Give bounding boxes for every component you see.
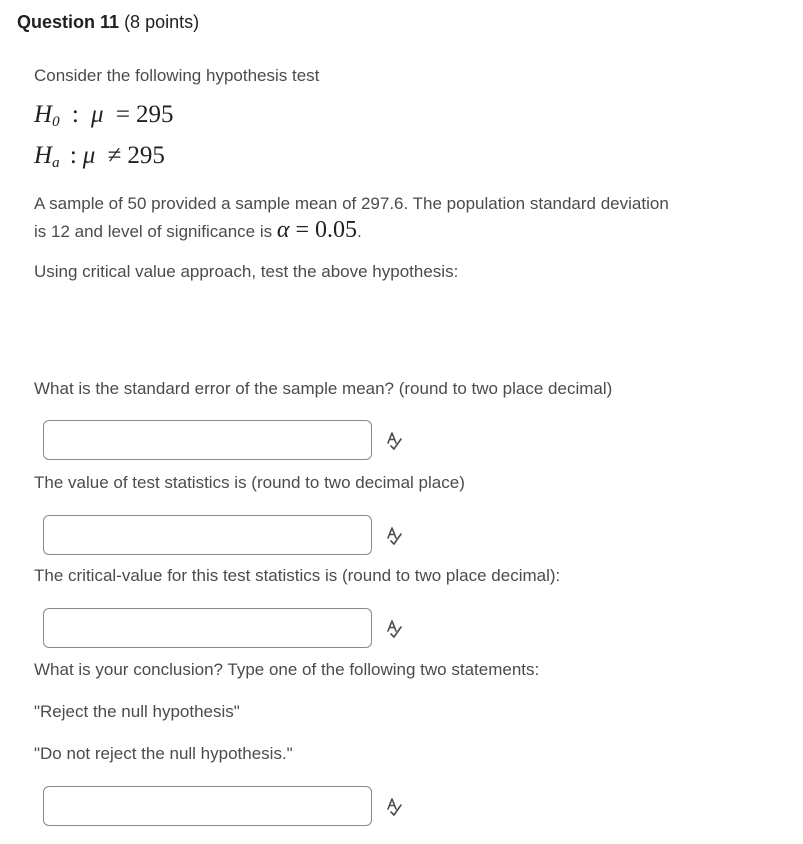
conclusion-input[interactable] — [43, 786, 372, 826]
question-title: Question 11 — [17, 12, 120, 32]
spellcheck-icon[interactable] — [384, 618, 406, 640]
spellcheck-icon[interactable] — [384, 796, 406, 818]
option-reject: "Reject the null hypothesis" — [34, 702, 240, 721]
spellcheck-icon[interactable] — [384, 525, 406, 547]
part-1-prompt: What is the standard error of the sample mean? (round to two place decimal) — [34, 379, 613, 398]
alpha-expression: α = 0.05 — [276, 217, 358, 243]
problem-line-2: is 12 and level of significance is α = 0.05. — [34, 217, 362, 243]
option-not-reject: "Do not reject the null hypothesis." — [34, 744, 293, 763]
part-3-prompt: The critical-value for this test statistics is (round to two place decimal): — [34, 566, 561, 585]
test-statistic-input[interactable] — [43, 515, 372, 555]
part-2-prompt: The value of test statistics is (round to two decimal place) — [34, 473, 465, 492]
question-header — [17, 12, 199, 33]
instruction-text: Using critical value approach, test the above hypothesis: — [34, 262, 459, 281]
part-4-prompt: What is your conclusion? Type one of the following two statements: — [34, 660, 540, 679]
problem-line-1: A sample of 50 provided a sample mean of 297.6. The population standard deviation — [34, 194, 669, 213]
alternative-hypothesis: $H_a$ : μ ≠ 295 — [34, 142, 165, 171]
null-hypothesis: $H_0$ : μ = 295 — [34, 101, 174, 130]
critical-value-input[interactable] — [43, 608, 372, 648]
standard-error-input[interactable] — [43, 420, 372, 460]
question-points: (8 points) — [124, 12, 200, 32]
intro-text: Consider the following hypothesis test — [34, 66, 320, 85]
spellcheck-icon[interactable] — [384, 430, 406, 452]
